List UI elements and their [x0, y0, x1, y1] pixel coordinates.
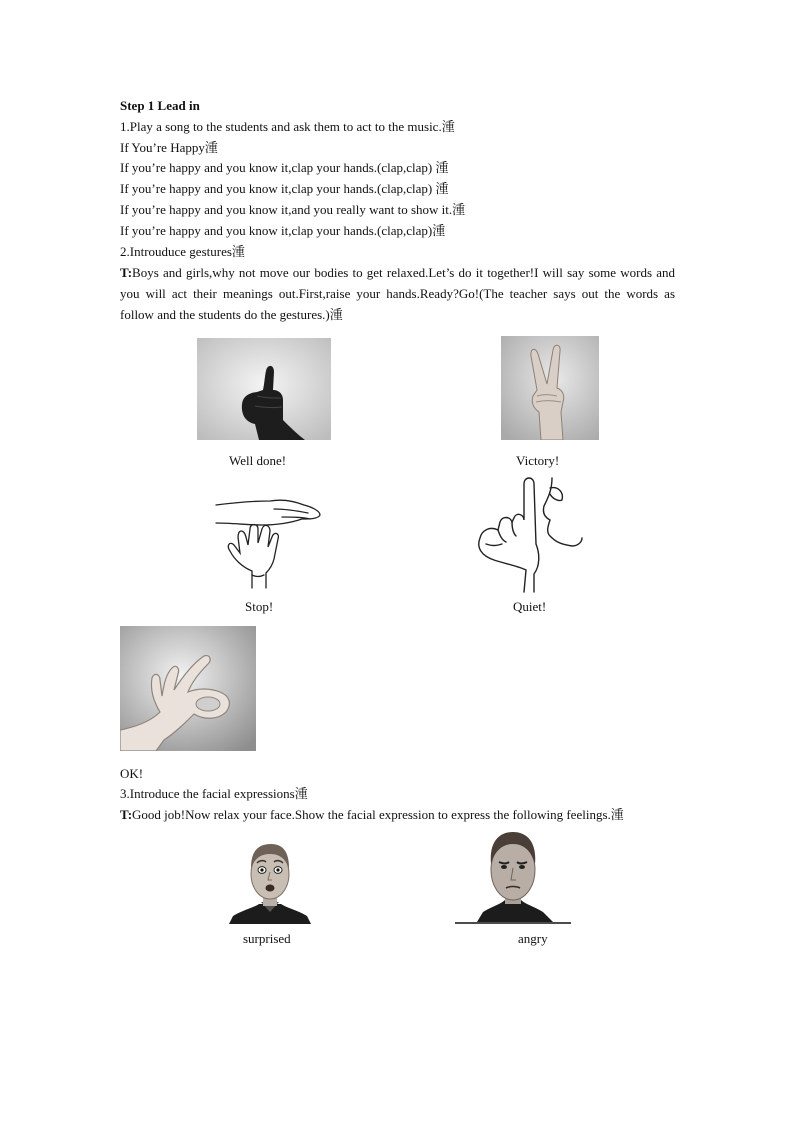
lyric-line: If you’re happy and you know it,clap your hands.(clap,clap) 湩 — [120, 160, 449, 176]
lyric-line: If you’re happy and you know it,clap your hands.(clap,clap)湩 — [120, 222, 446, 238]
gestures-heading: 2.Introuduce gestures湩 — [120, 243, 245, 259]
victory-hand-photo-icon — [501, 336, 599, 440]
ok-hand-photo-icon — [120, 626, 256, 751]
expression-caption: angry — [518, 931, 548, 946]
speaker-label: T: — [120, 265, 133, 281]
angry-face-photo-icon — [455, 828, 571, 924]
gesture-caption: OK! — [120, 766, 144, 781]
timeout-hands-drawing-icon — [212, 493, 324, 593]
step-heading: Step 1 Lead in — [120, 98, 200, 113]
document-body — [120, 96, 675, 325]
lyric-line: If you’re happy and you know it,and you really want to show it.湩 — [120, 201, 466, 217]
lyric-line: If you’re happy and you know it,clap your hands.(clap,clap) 湩 — [120, 181, 449, 197]
gesture-caption: Well done! — [229, 453, 287, 468]
gestures-instruction: T:Boys and girls,why not move our bodies to get relaxed.Let’s do it together!I will say some words and you will act their meanings out.First,raise your hands.Ready?Go!(The teacher says out the words as follow and the students do the gestures.)湩 — [120, 265, 675, 323]
thumbs-up-photo-icon — [197, 338, 331, 440]
surprised-face-photo-icon — [229, 838, 311, 926]
song-title: If You’re Happy湩 — [120, 139, 218, 155]
finger-on-lips-drawing-icon — [472, 474, 584, 594]
speaker-label: T: — [120, 807, 133, 822]
gesture-caption: Stop! — [245, 599, 274, 614]
expression-caption: surprised — [243, 931, 291, 946]
expressions-instruction: T:Good job!Now relax your face.Show the facial expression to express the following feelings.湩 — [120, 807, 624, 822]
expressions-heading: 3.Introduce the facial expressions湩 — [120, 786, 308, 801]
song-intro: 1.Play a song to the students and ask them to act to the music.湩 — [120, 118, 455, 134]
gesture-caption: Victory! — [516, 453, 560, 468]
gesture-caption: Quiet! — [513, 599, 547, 614]
